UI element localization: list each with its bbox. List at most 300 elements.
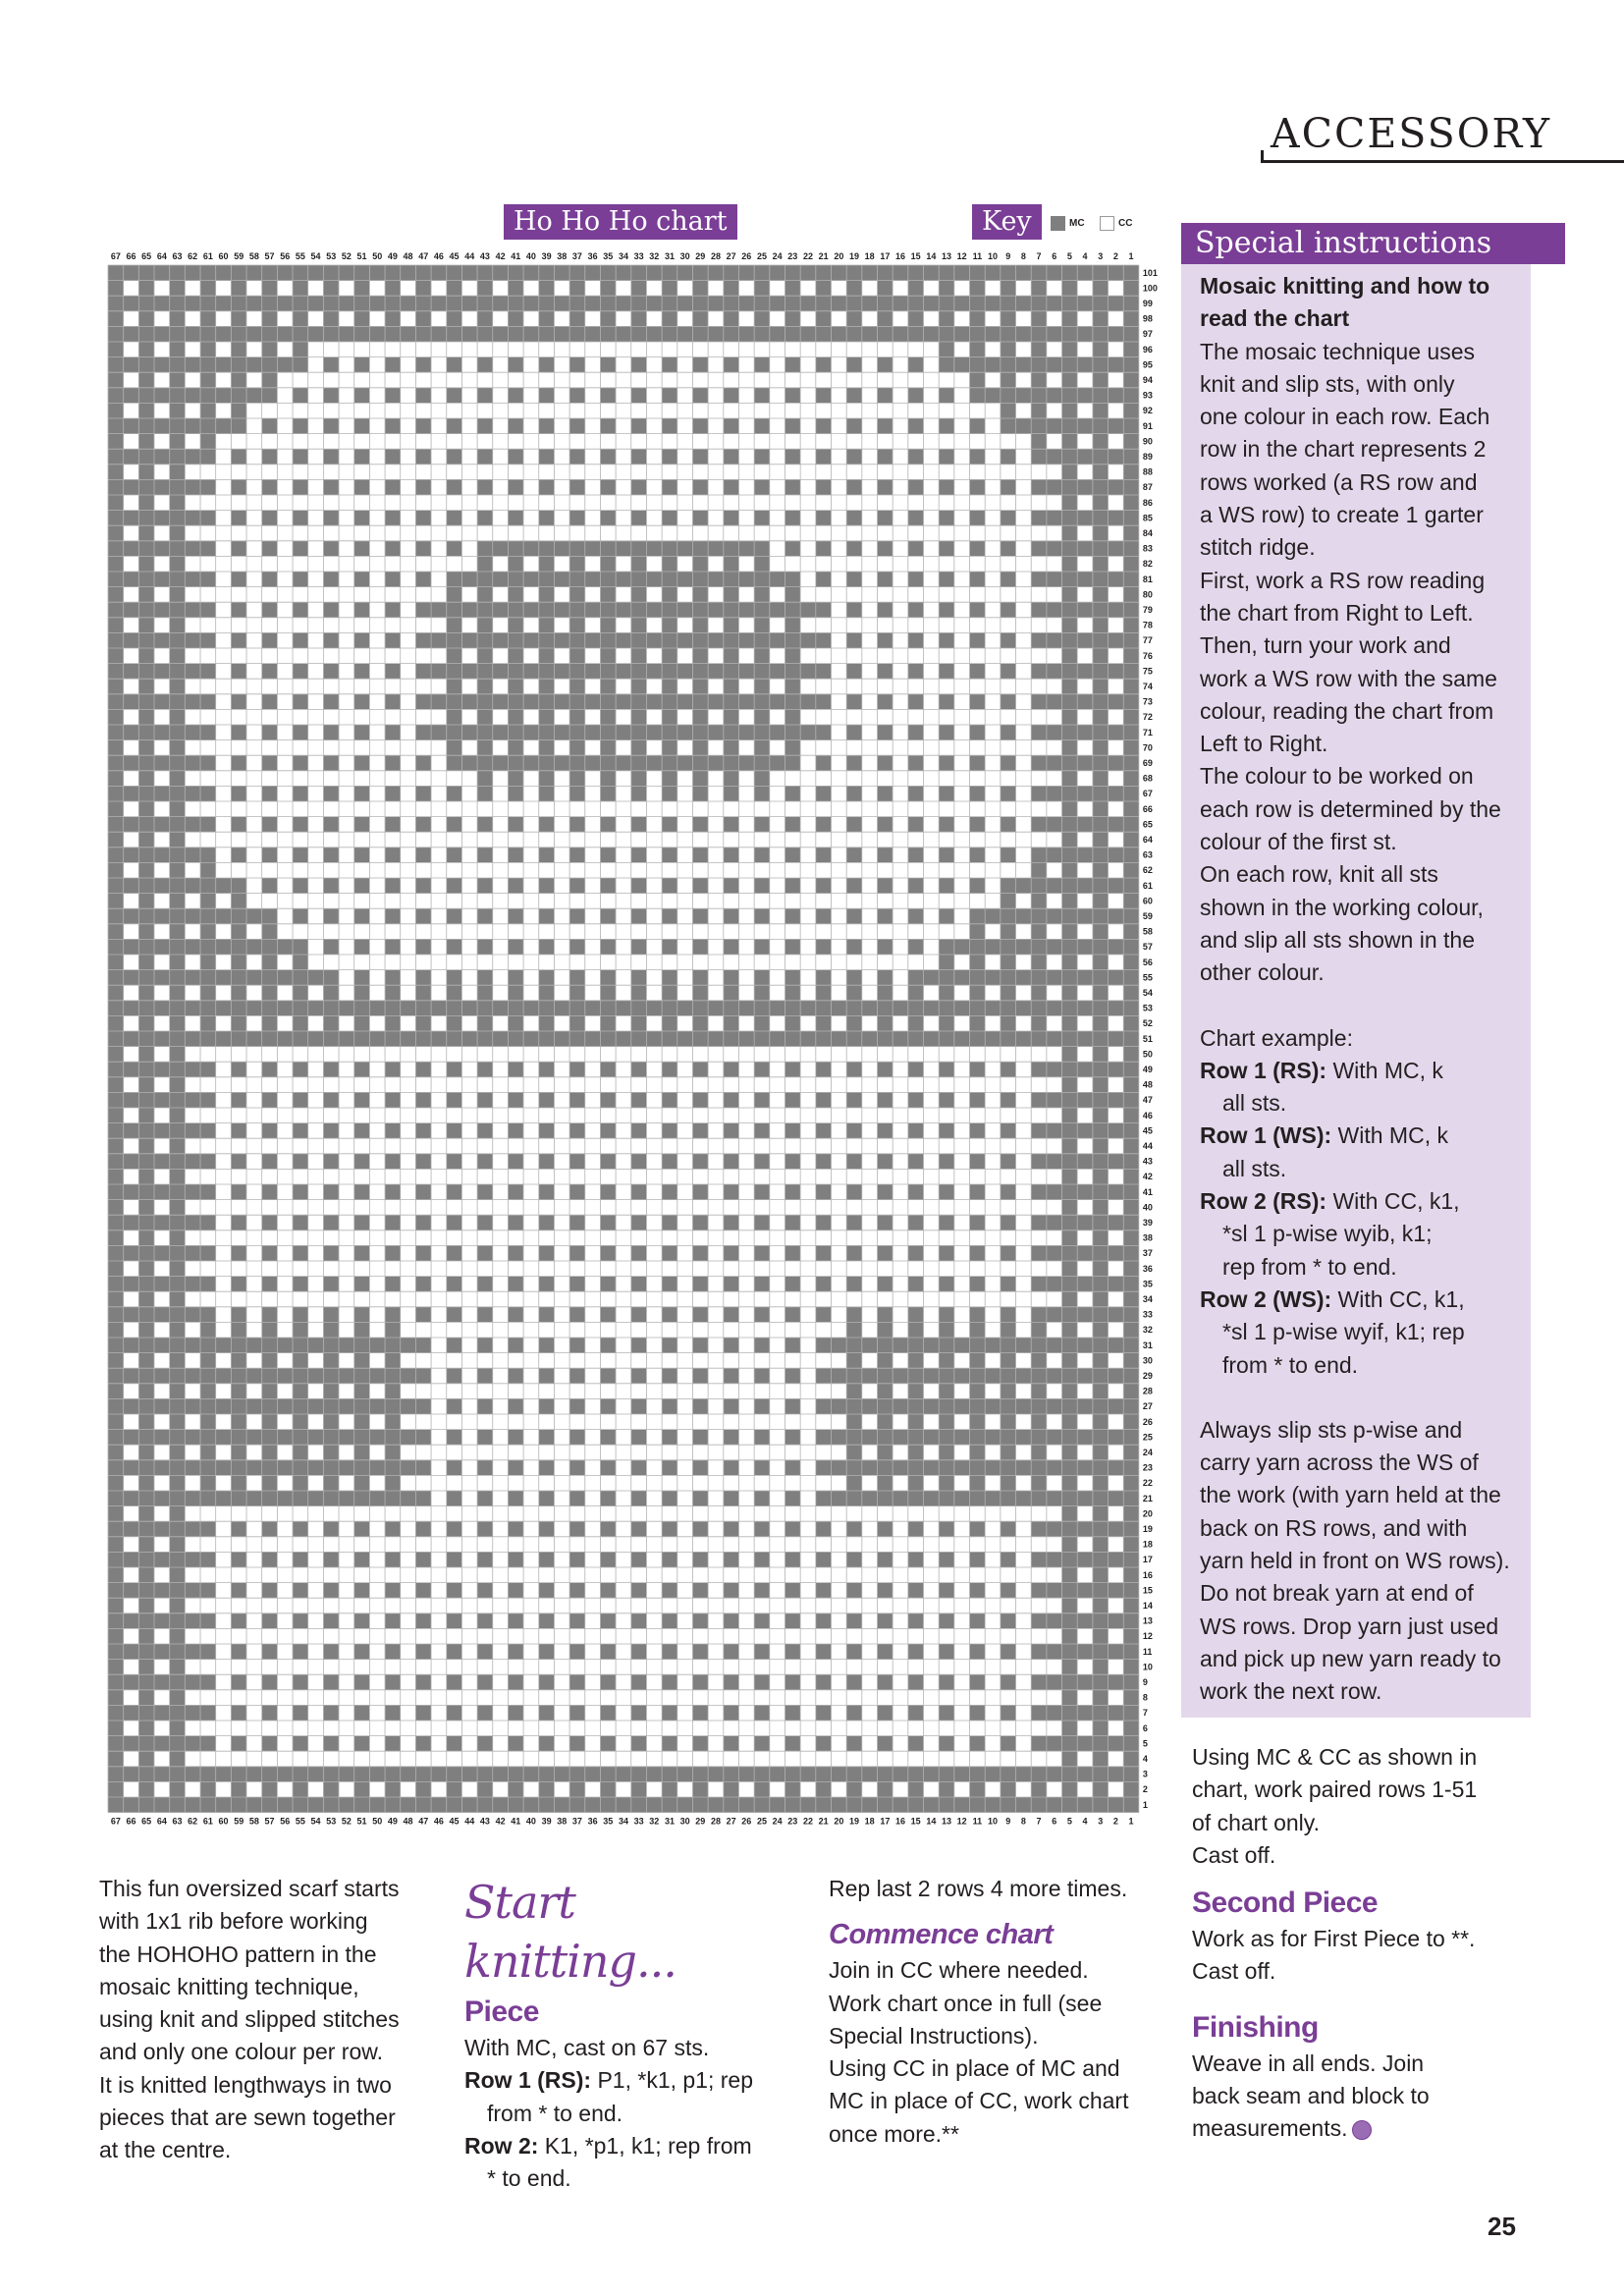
column-number-bottom: 15 [910, 1816, 921, 1827]
column-number-bottom: 29 [695, 1816, 706, 1827]
column-number-top: 18 [864, 251, 875, 261]
row-number: 76 [1142, 650, 1153, 661]
chart-row-1 [108, 1797, 1139, 1813]
special-line: rows worked (a RS row and [1200, 468, 1478, 495]
column-number-top: 67 [110, 251, 121, 261]
column-number-top: 15 [910, 251, 921, 261]
special-line: all sts. [1222, 1155, 1287, 1181]
column-number-bottom: 16 [894, 1816, 906, 1827]
column-number-top: 19 [848, 251, 860, 261]
column-number-bottom: 59 [234, 1816, 244, 1827]
special-line: Chart example: [1200, 1024, 1353, 1051]
row-number: 8 [1142, 1692, 1148, 1703]
row-number: 21 [1142, 1493, 1153, 1503]
row-number: 94 [1142, 375, 1153, 385]
cast-on-text: With MC, cast on 67 sts. [464, 2035, 710, 2060]
column-number-top: 63 [172, 251, 183, 261]
column-number-bottom: 10 [988, 1816, 999, 1827]
column-number-top: 13 [942, 251, 952, 261]
special-line: from * to end. [1222, 1351, 1359, 1378]
row-number: 80 [1142, 589, 1153, 600]
column-number-bottom: 22 [802, 1816, 813, 1827]
column-number-bottom: 62 [188, 1816, 198, 1827]
row-number: 32 [1142, 1325, 1153, 1336]
column-number-top: 11 [972, 251, 983, 261]
column-number-bottom: 18 [864, 1816, 875, 1827]
chart-row-71 [108, 725, 1139, 740]
row-number: 45 [1142, 1125, 1153, 1136]
row-number: 11 [1142, 1646, 1153, 1657]
row-number: 68 [1142, 773, 1153, 784]
column-number-top: 66 [126, 251, 136, 261]
row-number: 39 [1142, 1218, 1153, 1228]
special-line: knit and slip sts, with only [1200, 370, 1455, 397]
column-number-bottom: 57 [264, 1816, 275, 1827]
row-number: 15 [1142, 1585, 1153, 1596]
column-number-top: 57 [264, 251, 275, 261]
commence-line: Join in CC where needed. [829, 1957, 1089, 1984]
column-number-bottom: 26 [741, 1816, 752, 1827]
row-number: 74 [1142, 682, 1153, 691]
column-number-bottom: 35 [603, 1816, 614, 1827]
column-number-top: 1 [1128, 251, 1134, 261]
row-number: 81 [1142, 574, 1153, 584]
row-number: 63 [1142, 849, 1153, 860]
special-line: The colour to be worked on [1200, 763, 1474, 790]
column-number-top: 10 [988, 251, 999, 261]
row-number: 17 [1142, 1555, 1153, 1565]
cc-swatch [1100, 216, 1114, 231]
row-number: 52 [1142, 1018, 1153, 1029]
key-mc [1051, 216, 1085, 232]
column-number-bottom: 17 [880, 1816, 891, 1827]
column-number-bottom: 14 [926, 1816, 937, 1827]
column-number-top: 26 [741, 251, 752, 261]
column-number-top: 43 [479, 251, 490, 261]
row-number: 98 [1142, 313, 1153, 324]
row1-text [464, 2064, 798, 2097]
column-number-top: 55 [295, 251, 305, 261]
column-number-bottom: 28 [710, 1816, 721, 1827]
special-line: *sl 1 p-wise wyib, k1; [1222, 1221, 1433, 1247]
key-title: Key [972, 204, 1042, 240]
column-number-top: 16 [894, 251, 906, 261]
row-number: 7 [1142, 1708, 1148, 1719]
row-number: 88 [1142, 466, 1153, 477]
column-number-top: 25 [756, 251, 767, 261]
key-mc-label: MC [1069, 218, 1085, 230]
intro-line: and only one colour per row. [99, 2039, 383, 2065]
column-number-bottom: 25 [756, 1816, 767, 1827]
row1-lead: Row 1 (RS): [464, 2067, 592, 2094]
chart-row-3 [108, 1767, 1139, 1782]
column-number-bottom: 54 [310, 1816, 321, 1827]
finishing-heading: Finishing [1192, 2010, 1319, 2044]
row-number: 16 [1142, 1569, 1153, 1580]
row-number: 73 [1142, 696, 1153, 707]
row-number: 18 [1142, 1539, 1153, 1550]
row-number: 60 [1142, 896, 1153, 906]
finishing-line: Weave in all ends. Join [1192, 2050, 1425, 2076]
intro-column [99, 1873, 433, 2167]
column-number-bottom: 23 [787, 1816, 798, 1827]
special-instructions-box [1181, 264, 1531, 1718]
finishing-line: measurements. [1192, 2112, 1526, 2145]
chart-row-97 [108, 326, 1139, 342]
intro-line: pieces that are sewn together [99, 2105, 396, 2131]
special-line: Do not break yarn at end of [1200, 1580, 1474, 1607]
chart-row-79 [108, 602, 1139, 618]
column-number-top: 45 [449, 251, 460, 261]
column-number-top: 34 [618, 251, 628, 261]
row-number: 54 [1142, 988, 1153, 998]
row-number: 84 [1142, 528, 1153, 538]
special-line: the work (with yarn held at the [1200, 1482, 1501, 1508]
column-number-bottom: 1 [1128, 1816, 1134, 1827]
special-line-lead: Row 2 (WS): [1200, 1285, 1332, 1312]
column-number-bottom: 19 [848, 1816, 860, 1827]
column-number-bottom: 48 [403, 1816, 413, 1827]
column-number-top: 5 [1066, 251, 1072, 261]
row-number: 51 [1142, 1033, 1153, 1044]
special-line: Then, turn your work and [1200, 632, 1451, 659]
row-number: 30 [1142, 1355, 1153, 1366]
row-number: 97 [1142, 329, 1153, 340]
column-number-top: 31 [664, 251, 675, 261]
column-number-bottom: 32 [649, 1816, 660, 1827]
special-line: each row is determined by the [1200, 795, 1501, 822]
row-number: 100 [1142, 283, 1158, 294]
row-number: 13 [1142, 1615, 1153, 1626]
column-number-bottom: 21 [818, 1816, 829, 1827]
row-number: 99 [1142, 299, 1153, 308]
row-number: 5 [1142, 1738, 1148, 1749]
row-number: 22 [1142, 1478, 1153, 1489]
chart-row-101 [108, 265, 1139, 281]
row-number: 64 [1142, 835, 1153, 845]
chart-row-99 [108, 296, 1139, 311]
row2-lead: Row 2: [464, 2132, 539, 2159]
row2-rest: K1, *p1, k1; rep from [538, 2132, 752, 2159]
column-number-bottom: 20 [834, 1816, 844, 1827]
chart-row-51 [108, 1031, 1139, 1047]
column-number-bottom: 64 [156, 1816, 167, 1827]
row-number: 83 [1142, 543, 1153, 554]
column-number-bottom: 58 [248, 1816, 259, 1827]
row-number: 19 [1142, 1524, 1153, 1534]
special-line: carry yarn across the WS of [1200, 1449, 1479, 1476]
row-number: 36 [1142, 1263, 1153, 1274]
row-number: 69 [1142, 758, 1153, 768]
row-number: 91 [1142, 420, 1153, 431]
row-number: 87 [1142, 482, 1153, 493]
column-number-top: 59 [234, 251, 244, 261]
commence-line: MC in place of CC, work chart [829, 2088, 1129, 2114]
column-number-top: 39 [541, 251, 552, 261]
column-number-bottom: 45 [449, 1816, 460, 1827]
mc-swatch [1051, 216, 1065, 231]
row-number: 101 [1142, 267, 1158, 278]
special-line: work a WS row with the same [1200, 665, 1497, 691]
column-number-top: 60 [218, 251, 229, 261]
row-number: 6 [1142, 1722, 1148, 1733]
special-line: rep from * to end. [1222, 1253, 1397, 1280]
column-number-top: 32 [649, 251, 660, 261]
column-number-top: 36 [587, 251, 598, 261]
special-line: one colour in each row. Each [1200, 404, 1490, 430]
commence-line: Special Instructions). [829, 2022, 1039, 2049]
special-line: On each row, knit all sts [1200, 861, 1438, 888]
row-number: 23 [1142, 1462, 1153, 1473]
column-number-top: 53 [326, 251, 337, 261]
commence-chart-lines [829, 1954, 1163, 2151]
right-lines [1192, 1741, 1526, 1872]
row2-cont: * to end. [487, 2165, 571, 2192]
special-line: and pick up new yarn ready to [1200, 1645, 1501, 1671]
row-number: 85 [1142, 513, 1153, 523]
column-number-top: 61 [202, 251, 213, 261]
finishing-line: back seam and block to [1192, 2083, 1430, 2109]
column-number-bottom: 8 [1020, 1816, 1026, 1827]
special-line: WS rows. Drop yarn just used [1200, 1613, 1499, 1639]
row-number: 55 [1142, 972, 1153, 983]
row1-cont: from * to end. [487, 2100, 623, 2126]
row-number: 58 [1142, 926, 1153, 937]
row-number: 34 [1142, 1294, 1153, 1304]
row-number: 27 [1142, 1401, 1153, 1412]
row-number: 41 [1142, 1186, 1153, 1197]
column-number-bottom: 9 [1005, 1816, 1011, 1827]
right-line: Using MC & CC as shown in [1192, 1744, 1478, 1770]
special-line: work the next row. [1200, 1678, 1382, 1705]
row-number: 48 [1142, 1079, 1153, 1090]
row-number: 67 [1142, 789, 1153, 799]
column-number-bottom: 46 [433, 1816, 444, 1827]
column-number-bottom: 12 [956, 1816, 967, 1827]
row-number: 20 [1142, 1508, 1153, 1519]
column-number-top: 7 [1036, 251, 1042, 261]
row-number: 70 [1142, 742, 1153, 753]
column-number-top: 6 [1052, 251, 1057, 261]
chart-row-81 [108, 572, 1139, 587]
column-number-top: 12 [956, 251, 967, 261]
start-knitting-column [464, 1873, 798, 2195]
piece-heading: Piece [464, 1995, 539, 2028]
column-number-top: 62 [188, 251, 198, 261]
special-line: shown in the working colour, [1200, 894, 1484, 920]
row-number: 59 [1142, 911, 1153, 921]
row-number: 93 [1142, 390, 1153, 401]
intro-line: with 1x1 rib before working [99, 1908, 368, 1935]
column-number-bottom: 24 [772, 1816, 783, 1827]
column-number-bottom: 31 [664, 1816, 675, 1827]
second-piece-line: Cast off. [1192, 1958, 1276, 1985]
special-instructions-header: Special instructions [1181, 223, 1565, 264]
special-line: Left to Right. [1200, 731, 1328, 757]
special-line-rest: With MC, k [1331, 1122, 1448, 1149]
column-number-bottom: 2 [1112, 1816, 1118, 1827]
column-number-bottom: 47 [418, 1816, 429, 1827]
right-column [1192, 1741, 1526, 2146]
row-number: 28 [1142, 1386, 1153, 1396]
column-number-bottom: 6 [1052, 1816, 1057, 1827]
second-piece-heading: Second Piece [1192, 1886, 1379, 1920]
row-number: 65 [1142, 819, 1153, 830]
row-number: 9 [1142, 1677, 1148, 1687]
row-number: 2 [1142, 1784, 1148, 1795]
row-number: 96 [1142, 344, 1153, 355]
column-number-top: 17 [880, 251, 891, 261]
special-line [1200, 1284, 1519, 1316]
special-line [1200, 1055, 1519, 1087]
special-line-lead: Row 1 (WS): [1200, 1122, 1332, 1149]
column-number-top: 9 [1005, 251, 1011, 261]
row-number: 4 [1142, 1754, 1148, 1764]
column-number-bottom: 37 [571, 1816, 582, 1827]
column-number-bottom: 53 [326, 1816, 337, 1827]
row-number: 46 [1142, 1110, 1153, 1121]
row-number: 40 [1142, 1202, 1153, 1213]
finishing-lines [1192, 2048, 1526, 2146]
commence-line: Using CC in place of MC and [829, 2055, 1120, 2082]
column-number-bottom: 4 [1082, 1816, 1088, 1827]
column-number-bottom: 60 [218, 1816, 229, 1827]
row-number: 3 [1142, 1769, 1148, 1779]
special-line-rest: With CC, k1, [1331, 1285, 1465, 1312]
column-number-bottom: 43 [479, 1816, 490, 1827]
special-line: other colour. [1200, 959, 1325, 986]
chart-row-53 [108, 1001, 1139, 1016]
special-line: stitch ridge. [1200, 534, 1316, 561]
section-rule-tick [1261, 150, 1264, 163]
column-number-bottom: 63 [172, 1816, 183, 1827]
special-line: a WS row) to create 1 garter [1200, 502, 1484, 528]
row-number: 31 [1142, 1339, 1153, 1350]
chart-row-75 [108, 664, 1139, 680]
column-number-bottom: 49 [387, 1816, 398, 1827]
special-line [1200, 1120, 1519, 1152]
column-number-top: 27 [726, 251, 736, 261]
column-number-bottom: 3 [1098, 1816, 1104, 1827]
row-number: 49 [1142, 1065, 1153, 1074]
column-number-top: 33 [633, 251, 644, 261]
column-number-top: 65 [141, 251, 152, 261]
chart-row-83 [108, 541, 1139, 557]
column-number-bottom: 33 [633, 1816, 644, 1827]
column-number-bottom: 36 [587, 1816, 598, 1827]
column-number-top: 3 [1098, 251, 1104, 261]
chart-title: Ho Ho Ho chart [504, 204, 737, 240]
special-line: back on RS rows, and with [1200, 1514, 1468, 1541]
row-number: 66 [1142, 803, 1153, 814]
row-number: 44 [1142, 1141, 1153, 1151]
column-number-top: 50 [372, 251, 383, 261]
column-number-bottom: 30 [679, 1816, 690, 1827]
yarn-ball-icon [1352, 2120, 1372, 2140]
intro-line: the HOHOHO pattern in the [99, 1941, 377, 1967]
column-number-top: 22 [802, 251, 813, 261]
special-line: First, work a RS row reading [1200, 567, 1486, 593]
row-number: 47 [1142, 1095, 1153, 1106]
row-number: 12 [1142, 1631, 1153, 1642]
column-number-bottom: 11 [972, 1816, 983, 1827]
column-number-top: 14 [926, 251, 937, 261]
special-line: Always slip sts p-wise and [1200, 1416, 1463, 1443]
column-number-bottom: 44 [464, 1816, 475, 1827]
commence-line: once more.** [829, 2120, 959, 2147]
key-cc-label: CC [1118, 218, 1133, 230]
column-number-bottom: 41 [511, 1816, 521, 1827]
spacer [1200, 1382, 1519, 1414]
special-line-lead: Row 1 (RS): [1200, 1057, 1327, 1083]
spacer [1200, 990, 1519, 1022]
row-number: 33 [1142, 1309, 1153, 1320]
column-number-bottom: 34 [618, 1816, 628, 1827]
column-number-top: 58 [248, 251, 259, 261]
row-number: 71 [1142, 727, 1153, 738]
row-number: 82 [1142, 559, 1153, 570]
row-number: 14 [1142, 1601, 1153, 1611]
commence-chart-column [829, 1873, 1163, 2151]
column-number-bottom: 55 [295, 1816, 305, 1827]
row-number: 77 [1142, 635, 1153, 646]
column-number-top: 47 [418, 251, 429, 261]
row-number: 62 [1142, 865, 1153, 876]
column-number-top: 40 [525, 251, 536, 261]
column-number-top: 21 [818, 251, 829, 261]
row-number: 35 [1142, 1279, 1153, 1289]
column-number-bottom: 42 [495, 1816, 506, 1827]
intro-line: This fun oversized scarf starts [99, 1876, 400, 1901]
column-number-bottom: 27 [726, 1816, 736, 1827]
special-line: yarn held in front on WS rows). [1200, 1547, 1510, 1573]
row-number: 50 [1142, 1049, 1153, 1060]
column-number-top: 52 [341, 251, 352, 261]
row-number: 53 [1142, 1003, 1153, 1013]
special-line-lead: Row 2 (RS): [1200, 1188, 1327, 1215]
intro-line: mosaic knitting technique, [99, 1973, 359, 1999]
right-line: chart, work paired rows 1-51 [1192, 1777, 1478, 1803]
column-number-top: 56 [280, 251, 291, 261]
row-number: 1 [1142, 1799, 1148, 1810]
ho-ho-ho-chart [98, 244, 1188, 1854]
column-number-bottom: 61 [202, 1816, 213, 1827]
column-number-top: 51 [356, 251, 367, 261]
start-knitting-heading: Start knitting... [464, 1876, 677, 1988]
column-number-bottom: 66 [126, 1816, 136, 1827]
column-number-bottom: 50 [372, 1816, 383, 1827]
special-line: the chart from Right to Left. [1200, 599, 1474, 626]
special-line: colour of the first st. [1200, 829, 1397, 855]
page-number: 25 [1488, 2212, 1516, 2241]
column-number-bottom: 65 [141, 1816, 152, 1827]
row-number: 79 [1142, 605, 1153, 615]
column-number-bottom: 67 [110, 1816, 121, 1827]
intro-line: using knit and slipped stitches [99, 2006, 400, 2033]
column-number-top: 49 [387, 251, 398, 261]
column-number-top: 42 [495, 251, 506, 261]
rep-text: Rep last 2 rows 4 more times. [829, 1876, 1128, 1901]
column-number-bottom: 40 [525, 1816, 536, 1827]
row-number: 10 [1142, 1662, 1153, 1672]
column-number-top: 44 [464, 251, 475, 261]
column-number-top: 4 [1082, 251, 1088, 261]
special-line: row in the chart represents 2 [1200, 436, 1487, 463]
special-line: all sts. [1222, 1090, 1287, 1117]
row-number: 75 [1142, 666, 1153, 677]
section-rule [1261, 160, 1624, 163]
column-number-top: 46 [433, 251, 444, 261]
